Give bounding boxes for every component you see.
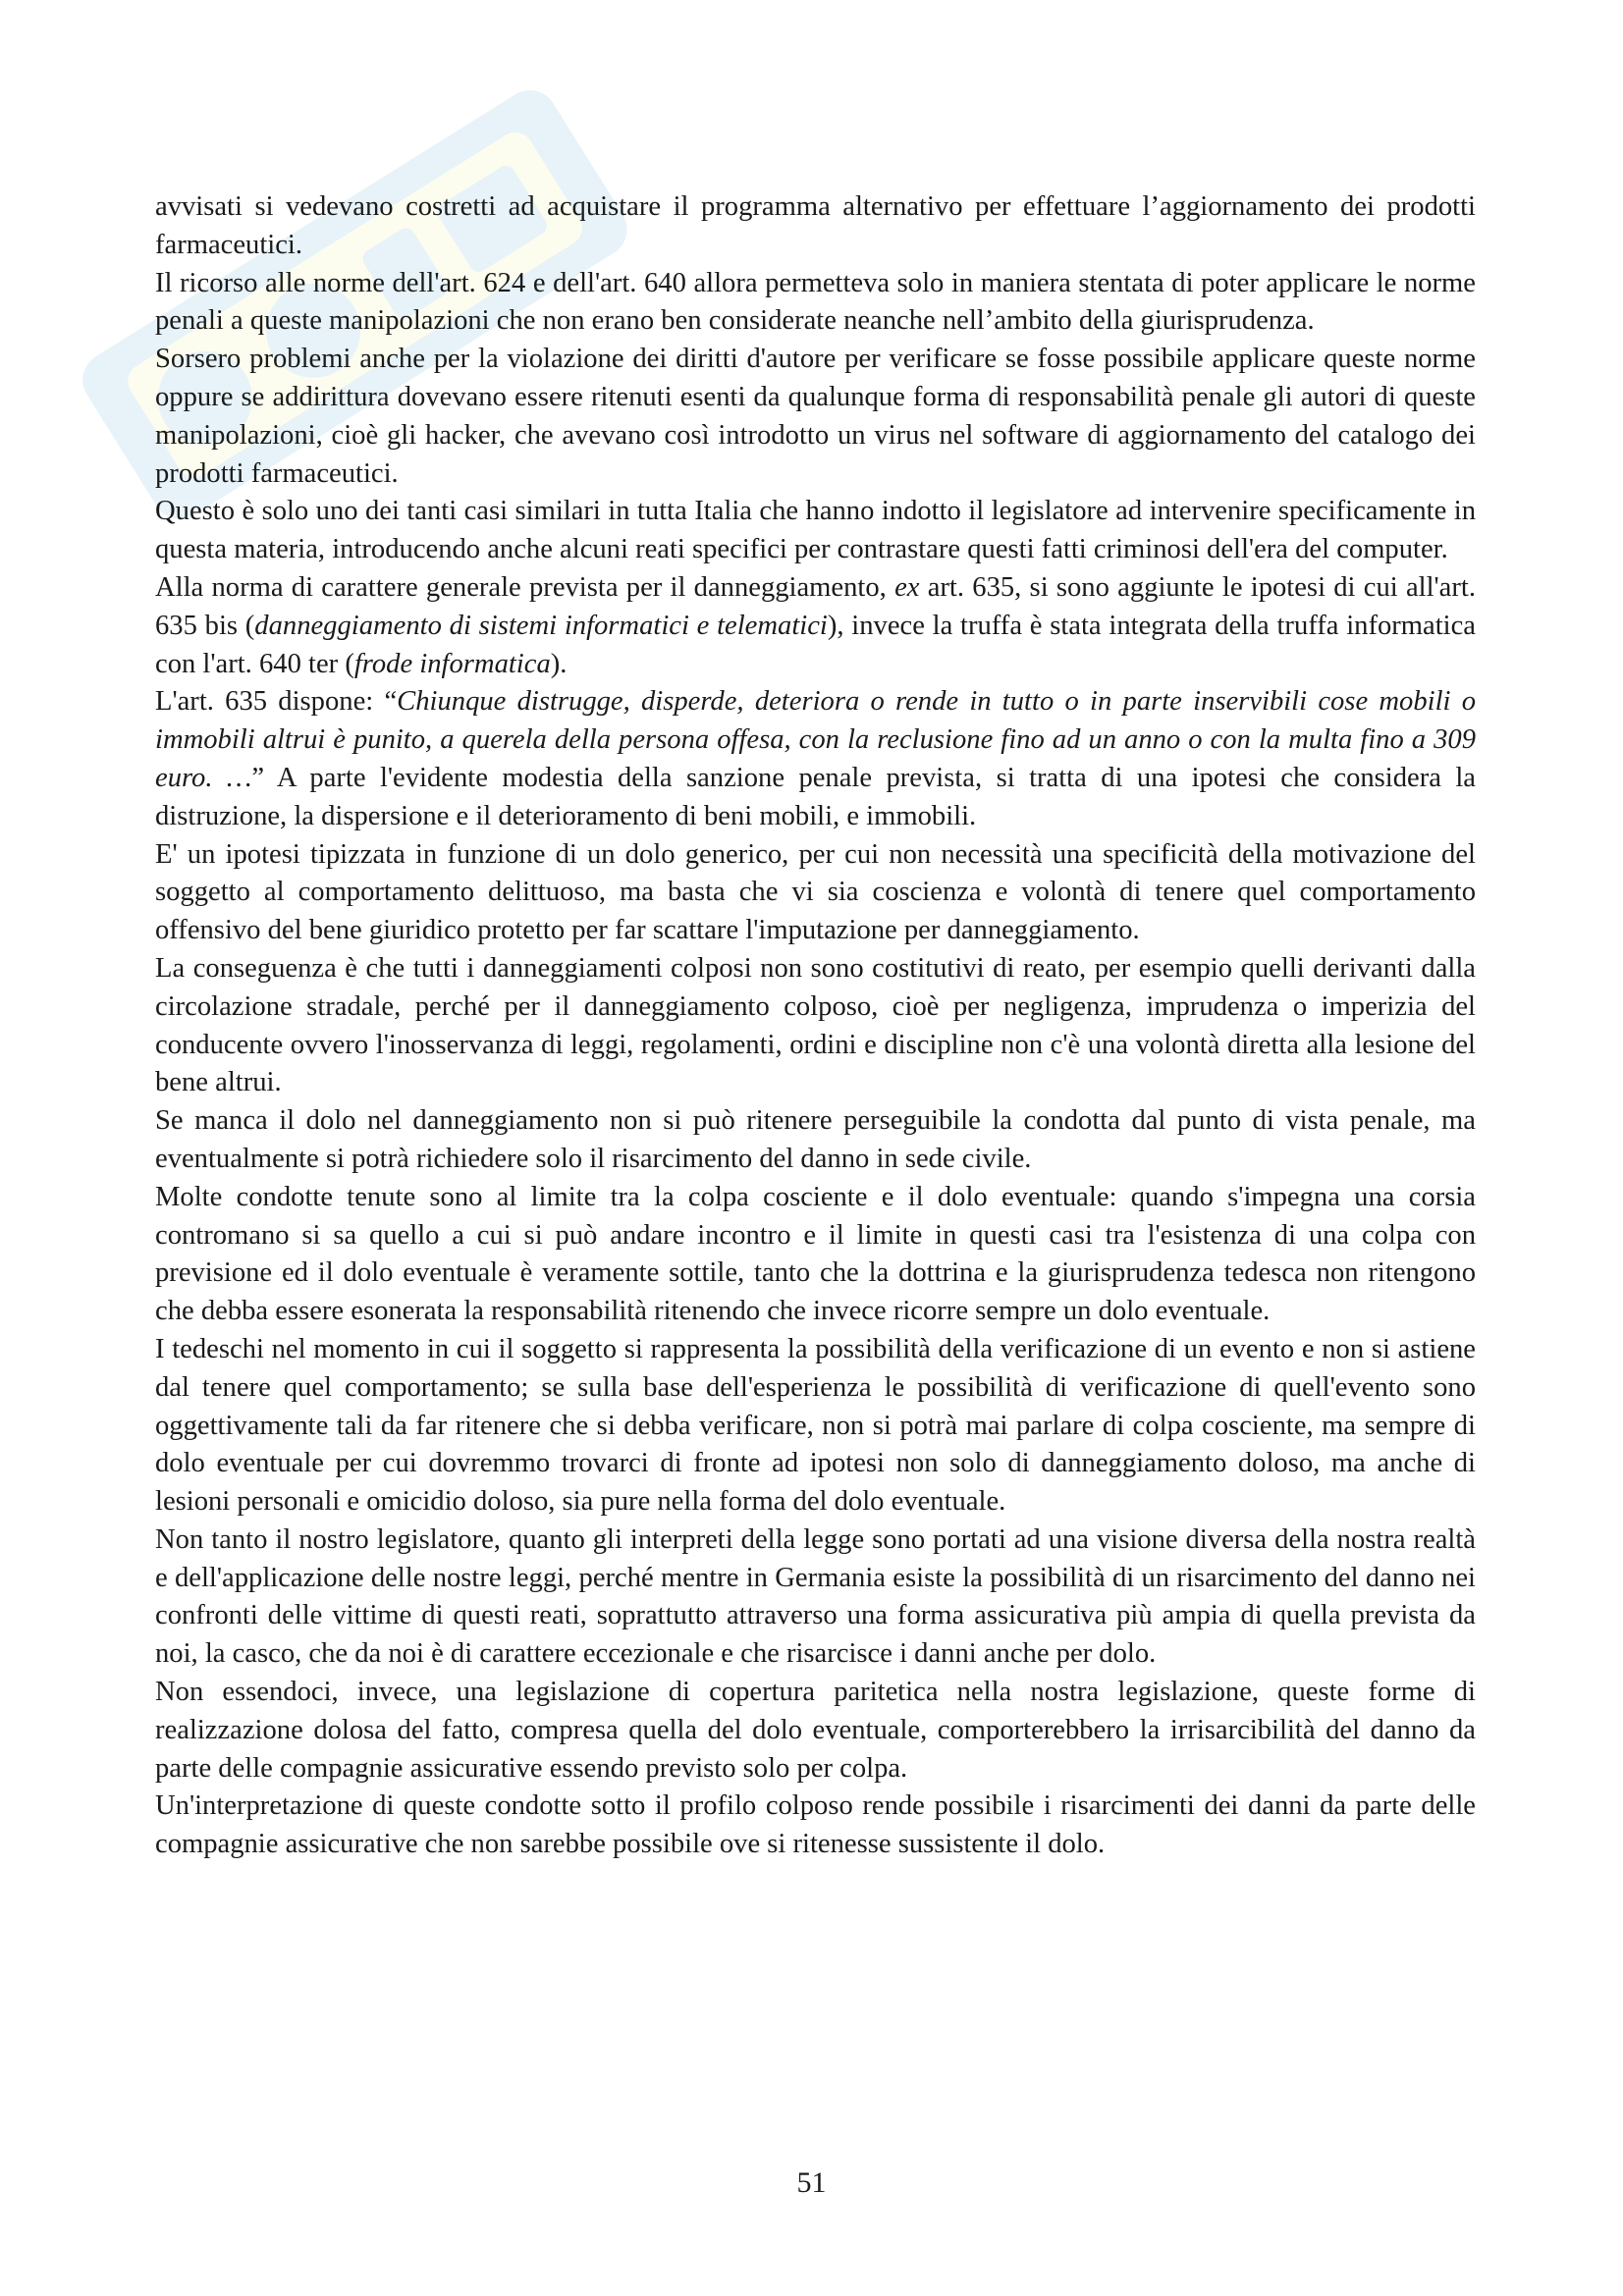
text-run: ). <box>550 648 568 679</box>
italic-text: frode informatica <box>353 648 551 679</box>
document-body <box>155 188 1476 1864</box>
paragraph <box>155 1102 1476 1179</box>
page-number: 51 <box>796 2166 827 2199</box>
text-run: avvisati si vedevano costretti ad acquistare il programma alternativo per effettuare l’aggiornamento dei prodotti farmaceutici. <box>155 191 1476 260</box>
text-run: L'art. 635 dispone: “ <box>155 686 398 718</box>
paragraph <box>155 1788 1476 1864</box>
paragraph <box>155 1674 1476 1788</box>
italic-text: Chiunque distrugge, disperde, deteriora o rende in tutto o in parte inservibili cose mobili o immobili altrui è punito, a querela della persona offesa, con la reclusione fino ad un anno o con la multa fino a 309 euro. … <box>155 686 1476 793</box>
text-run: art. 635, si sono aggiunte le ipotesi di cui all'art. 635 bis ( <box>155 571 1476 641</box>
text-run: Se manca il dolo nel danneggiamento non si può ritenere perseguibile la condotta dal punto di vista penale, ma eventualmente si potrà richiedere solo il risarcimento del danno in sede civile. <box>155 1105 1476 1174</box>
text-run: E' un ipotesi tipizzata in funzione di un dolo generico, per cui non necessità una specificità della motivazione del soggetto al comportamento delittuoso, ma basta che vi sia coscienza e volontà di tenere quel comportamento offensivo del bene giuridico protetto per far scattare l'imputazione per danneggiamento. <box>155 838 1476 946</box>
text-run: Il ricorso alle norme dell'art. 624 e dell'art. 640 allora permetteva solo in maniera stentata di poter applicare le norme penali a queste manipolazioni che non erano ben considerate neanche nell’ambito della giurisprudenza. <box>155 267 1476 337</box>
text-run: Sorsero problemi anche per la violazione dei diritti d'autore per verificare se fosse possibile applicare queste norme oppure se addirittura dovevano essere ritenuti esenti da qualunque forma di responsabilità penale gli autori di queste manipolazioni, cioè gli hacker, che avevano così introdotto un virus nel software di aggiornamento del catalogo dei prodotti farmaceutici. <box>155 344 1476 489</box>
text-run: Questo è solo uno dei tanti casi similari in tutta Italia che hanno indotto il legislatore ad intervenire specificamente in questa materia, introducendo anche alcuni reati specifici per contrastare questi fatti criminosi dell'era del computer. <box>155 496 1476 565</box>
paragraph <box>155 1331 1476 1522</box>
paragraph <box>155 950 1476 1102</box>
paragraph <box>155 569 1476 683</box>
text-run: ” A parte l'evidente modestia della sanzione penale prevista, si tratta di una ipotesi che considera la distruzione, la dispersione e il deterioramento di beni mobili, e immobili. <box>155 762 1476 831</box>
paragraph <box>155 1522 1476 1674</box>
text-run: Non essendoci, invece, una legislazione di copertura paritetica nella nostra legislazione, queste forme di realizzazione dolosa del fatto, compresa quella del dolo eventuale, comporterebbero la irrisarcibilità del danno da parte delle compagnie assicurative essendo previsto solo per colpa. <box>155 1677 1476 1784</box>
text-run: I tedeschi nel momento in cui il soggetto si rappresenta la possibilità della verificazione di un evento e non si astiene dal tenere quel comportamento; se sulla base dell'esperienza le possibilità di verificazione di quell'evento sono oggettivamente tali da far ritenere che si debba verificare, non si potrà mai parlare di colpa cosciente, ma sempre di dolo eventuale per cui dovremmo trovarci di fronte ad ipotesi non solo di danneggiamento doloso, ma anche di lesioni personali e omicidio doloso, sia pure nella forma del dolo eventuale. <box>155 1333 1476 1518</box>
paragraph <box>155 341 1476 493</box>
text-run: ), invece la truffa è stata integrata della truffa informatica con l'art. 640 ter ( <box>155 610 1476 679</box>
text-run: Un'interpretazione di queste condotte sotto il profilo colposo rende possibile i risarcimenti dei danni da parte delle compagnie assicurative che non sarebbe possibile ove si ritenesse sussistente il dolo. <box>155 1790 1476 1860</box>
italic-text: danneggiamento di sistemi informatici e telematici <box>254 610 828 641</box>
paragraph <box>155 1179 1476 1331</box>
paragraph <box>155 836 1476 950</box>
italic-text: ex <box>894 571 920 603</box>
paragraph <box>155 683 1476 835</box>
paragraph <box>155 493 1476 569</box>
paragraph <box>155 265 1476 342</box>
text-run: Molte condotte tenute sono al limite tra la colpa cosciente e il dolo eventuale: quando s'impegna una corsia contromano si sa quello a cui si può andare incontro e il limite in questi casi tra l'esistenza di una colpa con previsione ed il dolo eventuale è veramente sottile, tanto che la dottrina e la giurisprudenza tedesca non ritengono che debba essere esonerata la responsabilità ritenendo che invece ricorre sempre un dolo eventuale. <box>155 1181 1476 1327</box>
text-run: La conseguenza è che tutti i danneggiamenti colposi non sono costitutivi di reato, per esempio quelli derivanti dalla circolazione stradale, perché per il danneggiamento colposo, cioè per negligenza, imprudenza o imperizia del conducente ovvero l'inosservanza di leggi, regolamenti, ordini e discipline non c'è una volontà diretta alla lesione del bene altrui. <box>155 952 1476 1098</box>
text-run: Non tanto il nostro legislatore, quanto gli interpreti della legge sono portati ad una visione diversa della nostra realtà e dell'applicazione delle nostre leggi, perché mentre in Germania esiste la possibilità di un risarcimento del danno nei confronti delle vittime di questi reati, soprattutto attraverso una forma assicurativa più ampia di quella prevista da noi, la casco, che da noi è di carattere eccezionale e che risarcisce i danni anche per dolo. <box>155 1523 1476 1670</box>
paragraph <box>155 188 1476 265</box>
text-run: Alla norma di carattere generale prevista per il danneggiamento, <box>155 571 895 603</box>
